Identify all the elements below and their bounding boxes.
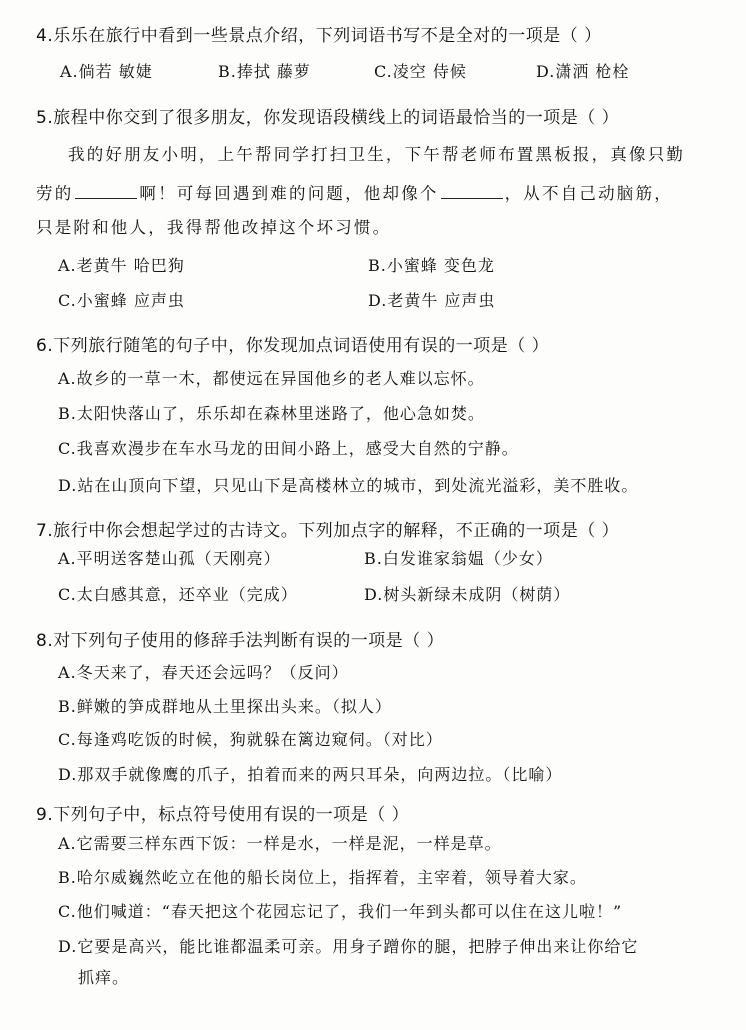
question-4-option-d[interactable]: D.潇洒 枪栓	[536, 62, 630, 81]
question-7-option-c[interactable]: C.太白感其意，还卒业（完成）	[58, 585, 298, 604]
question-9-option-a[interactable]: A.它需要三样东西下饭：一样是水，一样是泥，一样是草。	[58, 834, 502, 853]
question-5-option-c[interactable]: C.小蜜蜂 应声虫	[58, 291, 185, 310]
question-4-option-c[interactable]: C.凌空 侍候	[374, 62, 467, 81]
answer-blank-1	[75, 182, 137, 199]
question-8-option-b[interactable]: B.鲜嫩的笋成群地从土里探出头来。（拟人）	[58, 697, 392, 716]
question-7-stem: 7.旅行中你会想起学过的古诗文。下列加点字的解释，不正确的一项是（ ）	[36, 521, 620, 541]
question-9-option-d-continuation: 抓痒。	[78, 968, 130, 987]
question-5-option-d[interactable]: D.老黄牛 应声虫	[368, 291, 496, 310]
question-6-option-c[interactable]: C.我喜欢漫步在车水马龙的田间小路上，感受大自然的宁静。	[58, 439, 519, 458]
question-5-passage-line-1: 我的好朋友小明，上午帮同学打扫卫生，下午帮老师布置黑板报，真像只勤	[68, 145, 686, 164]
question-4-stem: 4.乐乐在旅行中看到一些景点介绍，下列词语书写不是全对的一项是（ ）	[36, 26, 602, 46]
passage-text-segment: ，从不自己动脑筋，	[504, 184, 673, 203]
question-5-passage-line-3: 只是附和他人，我得帮他改掉这个坏习惯。	[36, 218, 392, 237]
question-9-stem: 9.下列句子中，标点符号使用有误的一项是（ ）	[36, 805, 410, 825]
question-6-option-d[interactable]: D.站在山顶向下望，只见山下是高楼林立的城市，到处流光溢彩，美不胜收。	[58, 476, 639, 495]
question-8-stem: 8.对下列句子使用的修辞手法判断有误的一项是（ ）	[36, 631, 445, 651]
passage-text-segment: 劳的	[36, 184, 74, 203]
question-5-passage-line-2	[36, 182, 673, 204]
question-6-option-b[interactable]: B.太阳快落山了，乐乐却在森林里迷路了，他心急如焚。	[58, 404, 485, 423]
question-5-option-a[interactable]: A.老黄牛 哈巴狗	[58, 256, 185, 275]
question-7-option-d[interactable]: D.树头新绿未成阴（树荫）	[364, 585, 571, 604]
question-9-option-d[interactable]: D.它要是高兴，能比谁都温柔可亲。用身子蹭你的腿，把脖子伸出来让你给它	[58, 937, 639, 956]
question-6-option-a[interactable]: A.故乡的一草一木，都使远在异国他乡的老人难以忘怀。	[58, 369, 485, 388]
question-9-option-c[interactable]: C.他们喊道：“春天把这个花园忘记了，我们一年到头都可以住在这儿啦！”	[58, 902, 623, 921]
question-5-option-b[interactable]: B.小蜜蜂 变色龙	[368, 256, 495, 275]
question-5-stem: 5.旅程中你交到了很多朋友，你发现语段横线上的词语最恰当的一项是（ ）	[36, 108, 620, 128]
question-4-option-b[interactable]: B.捧拭 藤萝	[218, 62, 311, 81]
question-8-option-d[interactable]: D.那双手就像鹰的爪子，拍着而来的两只耳朵，向两边拉。（比喻）	[58, 765, 563, 784]
question-6-stem: 6.下列旅行随笔的句子中，你发现加点词语使用有误的一项是（ ）	[36, 336, 550, 356]
question-7-option-a[interactable]: A.平明送客楚山孤（天刚亮）	[58, 549, 281, 568]
answer-blank-2	[441, 182, 503, 199]
passage-text-segment: 啊！可每回遇到难的问题，他却像个	[139, 184, 439, 203]
question-4-option-a[interactable]: A.倘若 敏婕	[60, 62, 153, 81]
question-9-option-b[interactable]: B.哈尔威巍然屹立在他的船长岗位上，指挥着，主宰着，领导着大家。	[58, 868, 587, 887]
question-8-option-c[interactable]: C.每逢鸡吃饭的时候，狗就躲在篱边窥伺。（对比）	[58, 730, 443, 749]
question-8-option-a[interactable]: A.冬天来了，春天还会远吗？（反问）	[58, 663, 349, 682]
question-7-option-b[interactable]: B.白发谁家翁媪（少女）	[364, 549, 553, 568]
